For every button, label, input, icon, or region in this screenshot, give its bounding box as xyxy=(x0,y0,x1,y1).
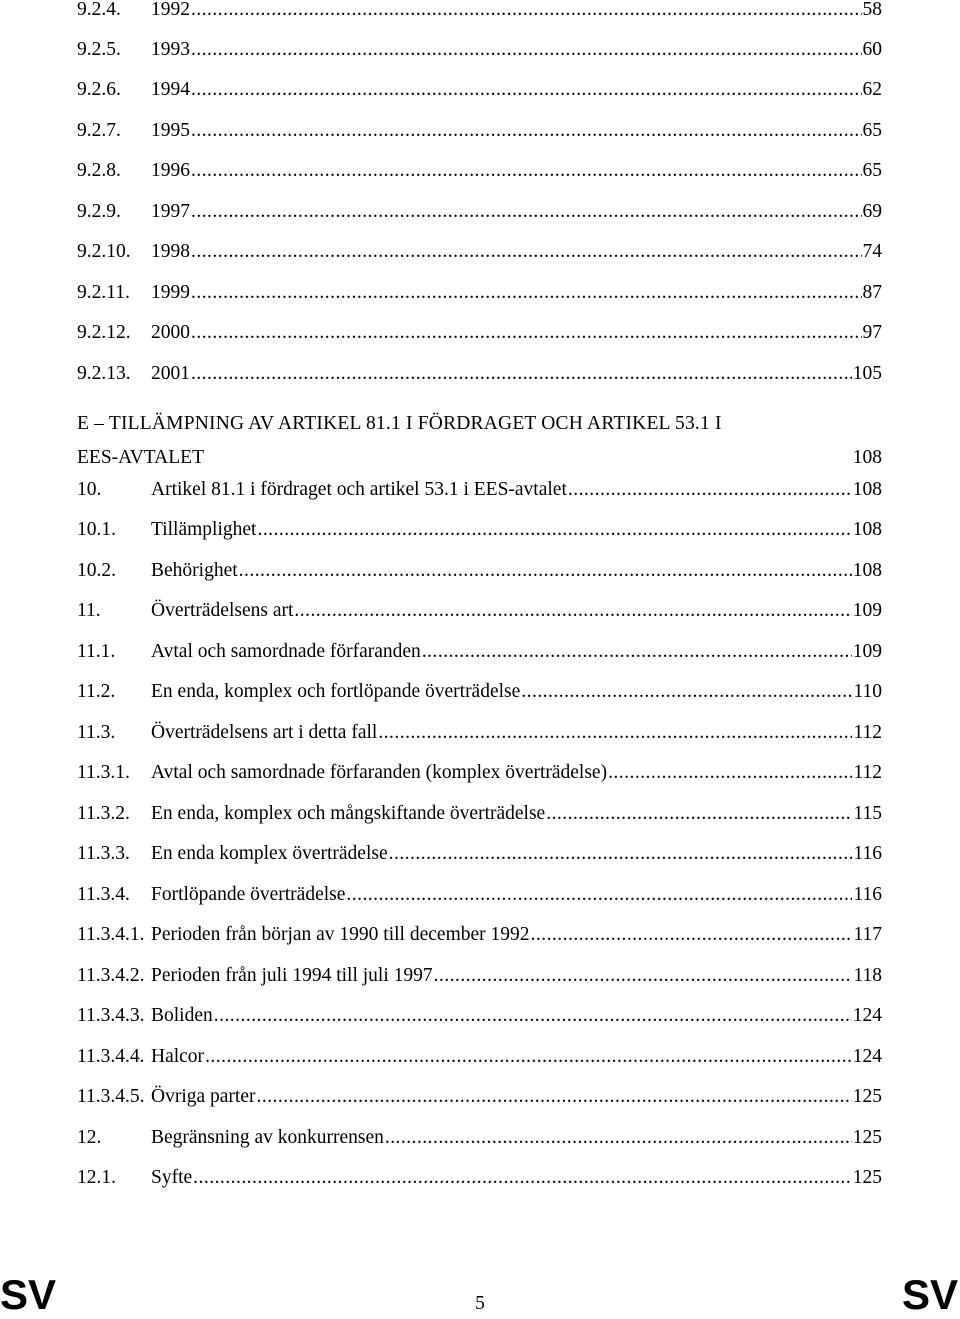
toc-entry-page: 124 xyxy=(852,1005,882,1026)
toc-entry-page: 108 xyxy=(852,560,882,581)
toc-entry-number: 11.3.4.5. xyxy=(77,1086,145,1107)
toc-entry[interactable] xyxy=(77,760,882,786)
toc-entry-title: Perioden från början av 1990 till december 1992 xyxy=(151,924,530,945)
language-code-right: SV xyxy=(901,1271,958,1318)
toc-entry-title: En enda, komplex och fortlöpande överträdelse xyxy=(151,681,521,702)
toc-entry-page: 124 xyxy=(852,1046,882,1067)
toc-entry-number: 9.2.11. xyxy=(77,282,130,303)
toc-entry-page: 125 xyxy=(852,1167,882,1188)
toc-entry-number: 11.3.4. xyxy=(77,884,130,905)
toc-entry-number: 11. xyxy=(77,600,101,621)
toc-entry-title: Boliden xyxy=(151,1005,213,1026)
toc-entry-number: 9.2.10. xyxy=(77,241,131,262)
toc-entry[interactable] xyxy=(77,118,882,144)
dot-leader xyxy=(546,801,852,827)
toc-entry-page: 117 xyxy=(853,924,882,945)
toc-entry-title: 1999 xyxy=(151,282,190,303)
toc-entry[interactable] xyxy=(77,1165,882,1191)
toc-heading-line1: E – TILLÄMPNING AV ARTIKEL 81.1 I FÖRDRAGET OCH ARTIKEL 53.1 I xyxy=(77,413,722,434)
toc-entry[interactable] xyxy=(77,720,882,746)
toc-entry-number: 12.1. xyxy=(77,1167,116,1188)
toc-entry-page: 112 xyxy=(853,762,882,783)
dot-leader xyxy=(531,922,853,948)
toc-entry-title: 2001 xyxy=(151,363,190,384)
toc-entry-page: 58 xyxy=(862,0,882,20)
toc-entry-number: 11.3.3. xyxy=(77,843,130,864)
toc-entry-title: Tillämplighet xyxy=(151,519,257,540)
toc-entry-page: 109 xyxy=(852,600,882,621)
toc-entry-number: 11.3.1. xyxy=(77,762,130,783)
toc-entry-title: En enda komplex överträdelse xyxy=(151,843,388,864)
toc-entry-page: 116 xyxy=(853,884,882,905)
toc-entry-title: Avtal och samordnade förfaranden (komplex överträdelse) xyxy=(151,762,608,783)
dot-leader xyxy=(191,280,862,306)
dot-leader xyxy=(191,118,862,144)
dot-leader xyxy=(257,1084,852,1110)
toc-entry-number: 10.2. xyxy=(77,560,116,581)
dot-leader xyxy=(294,598,851,624)
toc-entry-number: 9.2.13. xyxy=(77,363,131,384)
toc-entry[interactable] xyxy=(77,922,882,948)
toc-entry[interactable] xyxy=(77,639,882,665)
dot-leader xyxy=(378,720,852,746)
toc-entry-page: 108 xyxy=(852,519,882,540)
toc-entry-number: 9.2.8. xyxy=(77,160,121,181)
toc-entry-page: 62 xyxy=(862,79,882,100)
toc-entry-number: 11.1. xyxy=(77,641,116,662)
dot-leader xyxy=(191,158,862,184)
dot-leader xyxy=(191,77,862,103)
toc-entry-page: 125 xyxy=(852,1086,882,1107)
toc-entry[interactable] xyxy=(77,37,882,63)
toc-entry[interactable] xyxy=(77,239,882,265)
dot-leader xyxy=(214,1003,852,1029)
toc-entry-number: 11.2. xyxy=(77,681,116,702)
toc-entry[interactable] xyxy=(77,77,882,103)
toc-entry[interactable] xyxy=(77,320,882,346)
toc-entry-title: En enda, komplex och mångskiftande överträdelse xyxy=(151,803,546,824)
language-code-left: SV xyxy=(0,1271,57,1318)
toc-entry-title: Syfte xyxy=(151,1167,193,1188)
dot-leader xyxy=(257,517,851,543)
dot-leader xyxy=(191,0,862,23)
toc-entry-page: 112 xyxy=(853,722,882,743)
toc-entry-page: 108 xyxy=(852,447,882,468)
toc-entry-page: 65 xyxy=(862,160,882,181)
dot-leader xyxy=(521,679,852,705)
toc-entry-page: 60 xyxy=(862,39,882,60)
dot-leader xyxy=(205,1044,852,1070)
toc-entry-title: Överträdelsens art xyxy=(151,600,294,621)
toc-entry-number: 11.3.2. xyxy=(77,803,130,824)
toc-entry-title: 1996 xyxy=(151,160,190,181)
toc-entry[interactable] xyxy=(77,1003,882,1029)
toc-entry-page: 74 xyxy=(862,241,882,262)
dot-leader xyxy=(191,199,862,225)
dot-leader xyxy=(191,320,862,346)
toc-entry-number: 9.2.6. xyxy=(77,79,121,100)
dot-leader xyxy=(385,1125,852,1151)
toc-entry-title: 1995 xyxy=(151,120,190,141)
toc-entry[interactable] xyxy=(77,679,882,705)
toc-entry-number: 10. xyxy=(77,479,102,500)
toc-entry-number: 11.3.4.3. xyxy=(77,1005,145,1026)
dot-leader xyxy=(434,963,853,989)
toc-entry[interactable] xyxy=(77,558,882,584)
dot-leader xyxy=(191,239,862,265)
toc-entry[interactable] xyxy=(77,801,882,827)
toc-entry[interactable] xyxy=(77,199,882,225)
toc-entry-title: 1992 xyxy=(151,0,190,20)
toc-entry-title: Perioden från juli 1994 till juli 1997 xyxy=(151,965,433,986)
toc-entry-page: 115 xyxy=(853,803,882,824)
toc-entry-title: Avtal och samordnade förfaranden xyxy=(151,641,421,662)
toc-entry-number: 11.3.4.2. xyxy=(77,965,145,986)
toc-entry[interactable] xyxy=(77,361,882,387)
toc-entry-page: 65 xyxy=(862,120,882,141)
toc-entry[interactable] xyxy=(77,1125,882,1151)
toc-entry-title: 2000 xyxy=(151,322,190,343)
toc-entry-number: 9.2.7. xyxy=(77,120,121,141)
dot-leader xyxy=(191,37,862,63)
toc-entry-number: 9.2.9. xyxy=(77,201,121,222)
toc-entry-title: Behörighet xyxy=(151,560,238,581)
toc-entry-number: 11.3.4.4. xyxy=(77,1046,145,1067)
toc-entry[interactable] xyxy=(77,1044,882,1070)
toc-entry[interactable] xyxy=(77,882,882,908)
toc-entry-page: 105 xyxy=(852,363,882,384)
dot-leader xyxy=(193,1165,852,1191)
toc-entry[interactable] xyxy=(77,280,882,306)
toc-entry-page: 116 xyxy=(853,843,882,864)
toc-entry-page: 69 xyxy=(862,201,882,222)
toc-entry-title: 1993 xyxy=(151,39,190,60)
toc-entry-page: 118 xyxy=(853,965,882,986)
dot-leader xyxy=(346,882,852,908)
toc-entry-page: 110 xyxy=(853,681,882,702)
toc-entry-page: 125 xyxy=(852,1127,882,1148)
toc-entry[interactable] xyxy=(77,0,882,23)
toc-entry-title: Övriga parter xyxy=(151,1086,256,1107)
toc-entry-title: 1994 xyxy=(151,79,190,100)
dot-leader xyxy=(608,760,852,786)
dot-leader xyxy=(389,841,853,867)
dot-leader xyxy=(568,477,852,503)
toc-entry-title: Halcor xyxy=(151,1046,205,1067)
toc-entry-number: 11.3.4.1. xyxy=(77,924,145,945)
toc-entry[interactable] xyxy=(77,1084,882,1110)
toc-entry-title: Fortlöpande överträdelse xyxy=(151,884,346,905)
toc-entry-title: Överträdelsens art i detta fall xyxy=(151,722,378,743)
toc-entry-page: 109 xyxy=(852,641,882,662)
toc-entry-number: 9.2.5. xyxy=(77,39,121,60)
toc-entry-number: 12. xyxy=(77,1127,102,1148)
toc-entry-title: 1998 xyxy=(151,241,190,262)
toc-entry[interactable] xyxy=(77,477,882,503)
toc-entry-number: 10.1. xyxy=(77,519,116,540)
toc-entry-number: 11.3. xyxy=(77,722,116,743)
toc-entry[interactable] xyxy=(77,598,882,624)
toc-heading-line2: EES-AVTALET xyxy=(77,447,204,468)
toc-entry-page: 97 xyxy=(862,322,882,343)
toc-entry[interactable] xyxy=(77,517,882,543)
toc-entry-number: 9.2.12. xyxy=(77,322,131,343)
toc-entry-page: 108 xyxy=(852,479,882,500)
toc-entry[interactable] xyxy=(77,841,882,867)
toc-entry-page: 87 xyxy=(862,282,882,303)
toc-entry-number: 9.2.4. xyxy=(77,0,121,20)
toc-entry-title: Begränsning av konkurrensen xyxy=(151,1127,384,1148)
toc-entry-title: Artikel 81.1 i fördraget och artikel 53.1 i EES-avtalet xyxy=(151,479,567,500)
dot-leader xyxy=(422,639,852,665)
toc-entry[interactable] xyxy=(77,158,882,184)
dot-leader xyxy=(239,558,852,584)
page-number: 5 xyxy=(475,1293,485,1314)
toc-entry-title: 1997 xyxy=(151,201,190,222)
toc-entry[interactable] xyxy=(77,963,882,989)
dot-leader xyxy=(191,361,852,387)
